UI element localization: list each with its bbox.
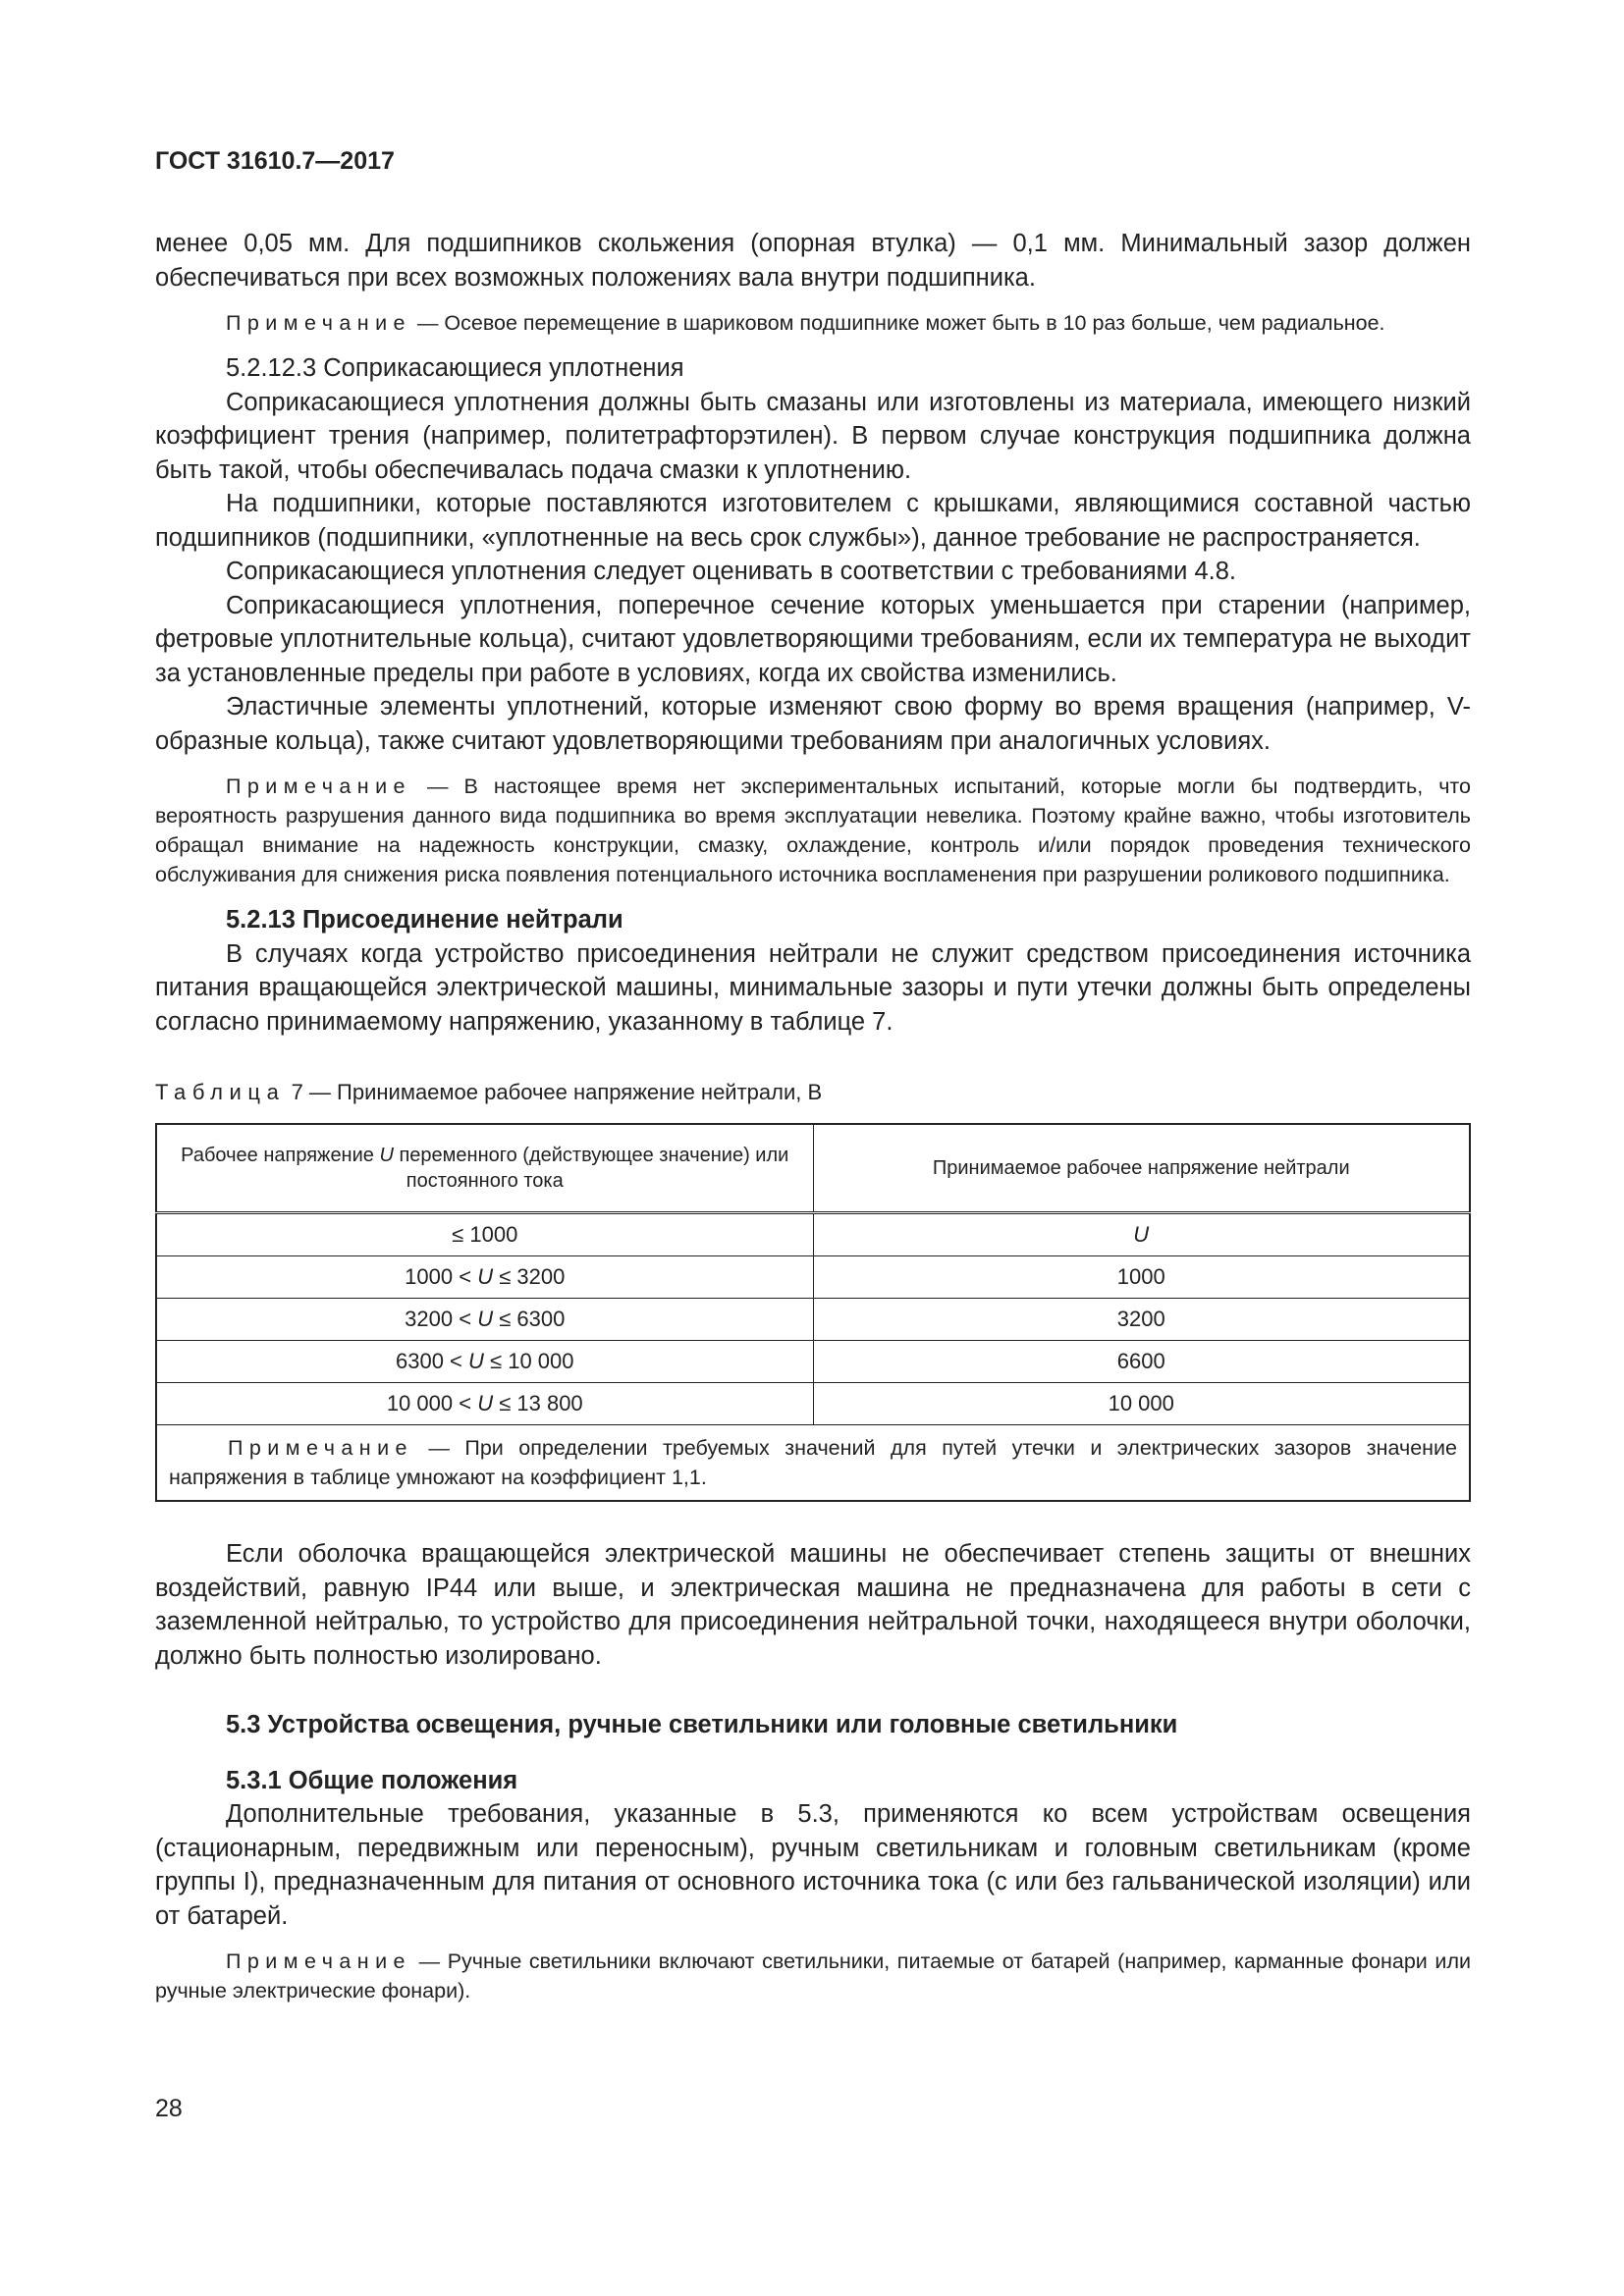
page-number: 28 — [155, 2095, 183, 2122]
table-cell-neutral-voltage: 10 000 — [813, 1383, 1470, 1425]
table-cell-neutral-voltage: 6600 — [813, 1341, 1470, 1383]
table-row — [156, 1256, 1470, 1299]
note-label: Примечание — [228, 1436, 413, 1460]
table-cell-operating-voltage: 10 000 < U ≤ 13 800 — [156, 1383, 813, 1425]
paragraph-seals-lubrication: Соприкасающиеся уплотнения должны быть смазаны или изготовлены из материала, имеющего низкий коэффициент трения (например, политетрафторэтилен). В первом случае конструкция подшипника должна быть такой, чтобы обеспечивалась подача смазки к уплотнению. — [155, 388, 1471, 484]
table-cell-operating-voltage: 1000 < U ≤ 3200 — [156, 1256, 813, 1299]
paragraph-seals-evaluation: Соприкасающиеся уплотнения следует оценивать в соответствии с требованиями 4.8. — [226, 558, 1237, 585]
table-7 — [155, 1123, 1471, 1502]
note-text: — При определении требуемых значений для путей утечки и электрических зазоров значение напряжения в таблице умножают на коэффициент 1,1. — [169, 1436, 1457, 1489]
note-label: Примечание — [226, 311, 411, 335]
table-note-row — [156, 1425, 1470, 1502]
paragraph-neutral-connection: В случаях когда устройство присоединения нейтрали не служит средством присоединения источника питания вращающейся электрической машины, минимальные зазоры и пути утечки должны быть определены согласно принимаемому напряжению, указанному в таблице 7. — [155, 939, 1471, 1036]
table-cell-operating-voltage: 3200 < U ≤ 6300 — [156, 1299, 813, 1341]
note-label: Примечание — [226, 774, 411, 798]
document-header: ГОСТ 31610.7—2017 — [155, 147, 395, 175]
table-note — [156, 1425, 1470, 1502]
table-header-operating-voltage: Рабочее напряжение U переменного (действующее значение) или постоянного тока — [156, 1124, 813, 1213]
note-axial-movement — [155, 308, 1471, 338]
section-title-5-3: 5.3 Устройства освещения, ручные светильники или головные светильники — [226, 1711, 1178, 1738]
table-caption-text: 7 — Принимаемое рабочее напряжение нейтрали, В — [285, 1080, 823, 1104]
table-cell-neutral-voltage: 3200 — [813, 1299, 1470, 1341]
table-7-caption — [155, 1078, 1471, 1107]
table-row — [156, 1299, 1470, 1341]
table-cell-operating-voltage: ≤ 1000 — [156, 1213, 813, 1256]
note-roller-bearing — [155, 772, 1471, 889]
section-title-5-2-13: 5.2.13 Присоединение нейтрали — [226, 906, 623, 934]
paragraph-bearing-clearance: менее 0,05 мм. Для подшипников скольжения (опорная втулка) — 0,1 мм. Минимальный зазор должен обеспечиваться при всех возможных положениях вала внутри подшипника. — [155, 230, 1471, 292]
table-cell-operating-voltage: 6300 < U ≤ 10 000 — [156, 1341, 813, 1383]
table-header-neutral-voltage: Принимаемое рабочее напряжение нейтрали — [813, 1124, 1470, 1213]
note-hand-lamps — [155, 1947, 1471, 2005]
paragraph-sealed-bearings: На подшипники, которые поставляются изготовителем с крышками, являющимися составной частью подшипников (подшипники, «уплотненные на весь срок службы»), данное требование не распространяется. — [155, 490, 1471, 552]
table-row — [156, 1383, 1470, 1425]
paragraph-seals-aging: Соприкасающиеся уплотнения, поперечное сечение которых уменьшается при старении (например, фетровые уплотнительные кольца), считают удовлетворяющими требованиям, если их температура не выходит за установленные пределы при работе в условиях, когда их свойства изменились. — [155, 591, 1471, 687]
table-cell-neutral-voltage: 1000 — [813, 1256, 1470, 1299]
note-text: — Ручные светильники включают светильники, питаемые от батарей (например, карманные фонари или ручные электрические фонари). — [155, 1949, 1471, 2002]
table-header-row — [156, 1124, 1470, 1213]
table-row — [156, 1213, 1470, 1256]
paragraph-enclosure-insulation: Если оболочка вращающейся электрической машины не обеспечивает степень защиты от внешних воздействий, равную IP44 или выше, и электрическая машина не предназначена для работы в сети с заземленной нейтралью, то устройство для присоединения нейтральной точки, находящееся внутри оболочки, должно быть полностью изолировано. — [155, 1540, 1471, 1670]
paragraph-elastic-seals: Эластичные элементы уплотнений, которые изменяют свою форму во время вращения (например, V-образные кольца), также считают удовлетворяющими требованиям при аналогичных условиях. — [155, 693, 1471, 755]
note-text: — В настоящее время нет экспериментальных испытаний, которые могли бы подтвердить, что вероятность разрушения данного вида подшипника во время эксплуатации невелика. Поэтому крайне важно, чтобы изготовитель обращал внимание на надежность конструкции, смазку, охлаждение, контроль и/или порядок проведения технического обслуживания для снижения риска появления потенциального источника воспламенения при разрушении роликового подшипника. — [155, 774, 1471, 886]
note-text: — Осевое перемещение в шариковом подшипнике может быть в 10 раз больше, чем радиальное. — [410, 311, 1385, 335]
table-caption-label: Таблица — [155, 1080, 286, 1104]
page-content — [155, 147, 1471, 2019]
table-row — [156, 1341, 1470, 1383]
section-title-5-3-1: 5.3.1 Общие положения — [226, 1766, 518, 1794]
section-title-5-2-12-3: 5.2.12.3 Соприкасающиеся уплотнения — [226, 354, 684, 382]
note-label: Примечание — [226, 1949, 411, 1973]
table-cell-neutral-voltage: U — [813, 1213, 1470, 1256]
paragraph-lighting-requirements: Дополнительные требования, указанные в 5.3, применяются ко всем устройствам освещения (стационарным, передвижным или переносным), ручным светильникам и головным светильникам (кроме группы I), предназначенным для питания от основного источника тока (с или без гальванической изоляции) или от батарей. — [155, 1800, 1471, 1930]
